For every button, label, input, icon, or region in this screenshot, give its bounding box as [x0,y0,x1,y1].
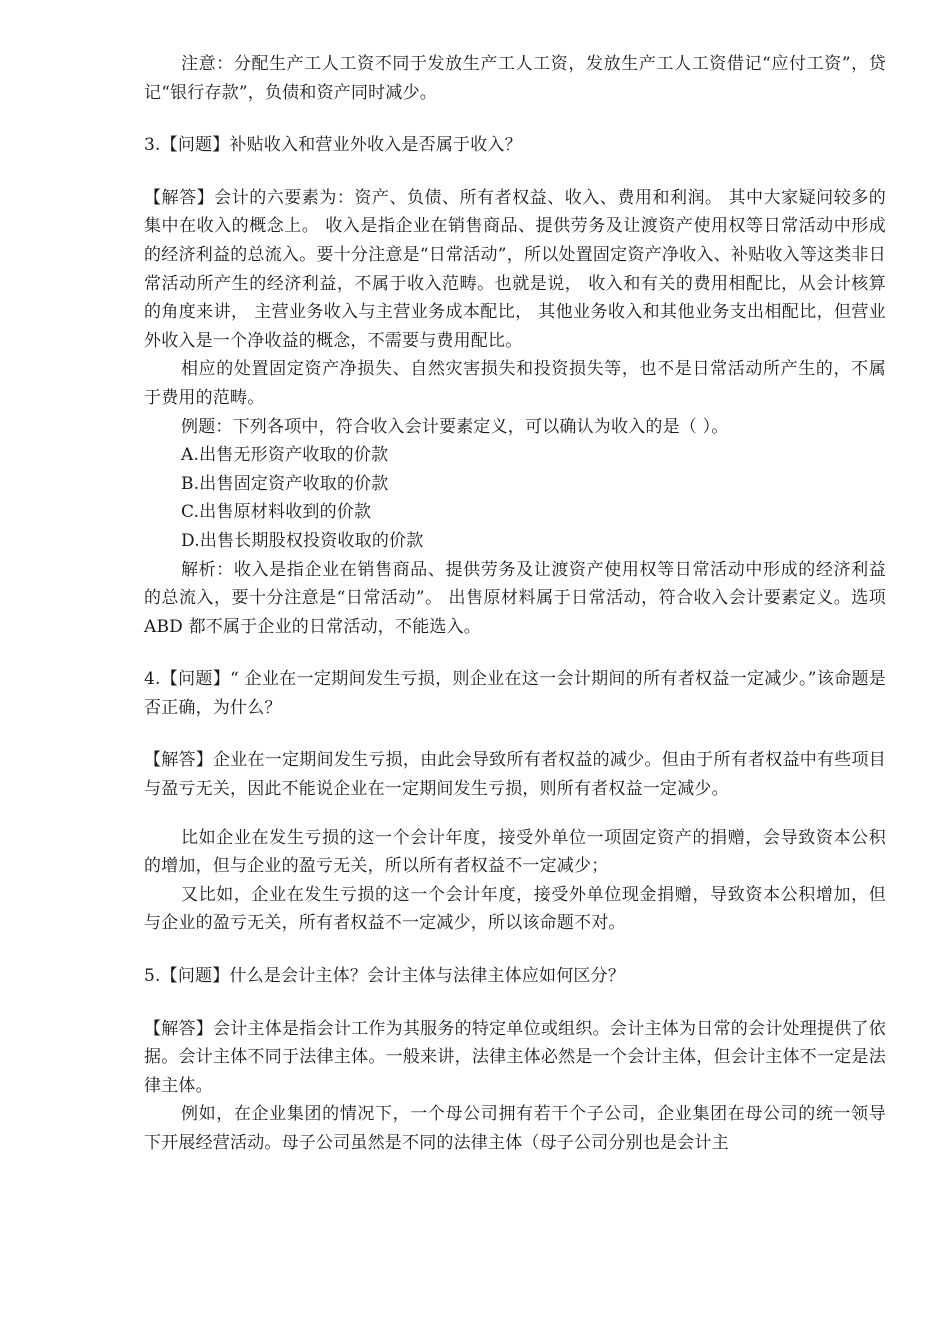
question-5: 5.【问题】什么是会计主体？会计主体与法律主体应如何区分？ [144,966,626,987]
option-d: D.出售长期股权投资收取的价款 [181,530,424,551]
answer-3: 【解答】会计的六要素为：资产、负债、所有者权益、收入、费用和利润。 其中大家疑问较多的集中在收入的概念上。 收入是指企业在销售商品、提供劳务及让渡资产使用权等日常活动中形成的经济利益的总流入。要十分注意是“日常活动”，所以处置固定资产净收入、补贴收入等这类非日常活动所产生的经济利益，不属于收入范畴。也就是说， 收入和有关的费用相配比，从会计核算的角度来讲， 主营业务收入与主营业务成本配比， 其他业务收入和其他业务支出相配比，但营业外收入是一个净收益的概念，不需要与费用配比。 [144,187,886,351]
example-question: 例题：下列各项中，符合收入会计要素定义，可以确认为收入的是（ ）。 [181,416,729,437]
answer-5: 【解答】会计主体是指会计工作为其服务的特定单位或组织。会计主体为日常的会计处理提供了依据。会计主体不同于法律主体。一般来讲，法律主体必然是一个会计主体，但会计主体不一定是法律主体。 [144,1018,886,1096]
answer-4-example-1: 比如企业在发生亏损的这一个会计年度，接受外单位一项固定资产的捐赠，会导致资本公积的增加，但与企业的盈亏无关，所以所有者权益不一定减少； [144,827,886,877]
option-b: B.出售固定资产收取的价款 [181,473,389,494]
answer-4-example-2: 又比如，企业在发生亏损的这一个会计年度，接受外单位现金捐赠，导致资本公积增加，但与企业的盈亏无关，所有者权益不一定减少，所以该命题不对。 [144,884,886,934]
note-paragraph: 注意：分配生产工人工资不同于发放生产工人工资，发放生产工人工资借记“应付工资”，贷记“银行存款”，负债和资产同时减少。 [144,54,886,103]
option-a: A.出售无形资产收取的价款 [181,445,389,466]
document-page [144,50,886,1158]
answer-4: 【解答】企业在一定期间发生亏损，由此会导致所有者权益的减少。但由于所有者权益中有些项目与盈亏无关，因此不能说企业在一定期间发生亏损，则所有者权益一定减少。 [144,750,886,800]
answer-5-example: 例如，在企业集团的情况下，一个母公司拥有若干个子公司，企业集团在母公司的统一领导下开展经营活动。母子公司虽然是不同的法律主体（母子公司分别也是会计主 [144,1104,886,1153]
example-analysis: 解析：收入是指企业在销售商品、提供劳务及让渡资产使用权等日常活动中形成的经济利益的总流入，要十分注意是“日常活动”。 出售原材料属于日常活动，符合收入会计要素定义。选项 ABD 都不属于企业的日常活动，不能选入。 [144,559,886,637]
question-4: 4.【问题】“ 企业在一定期间发生亏损，则企业在这一会计期间的所有者权益一定减少。”该命题是否正确，为什么？ [144,669,886,718]
answer-3-continued: 相应的处置固定资产净损失、自然灾害损失和投资损失等，也不是日常活动所产生的，不属于费用的范畴。 [144,359,886,408]
question-3: 3.【问题】补贴收入和营业外收入是否属于收入？ [144,135,522,156]
option-c: C.出售原材料收到的价款 [181,502,372,523]
